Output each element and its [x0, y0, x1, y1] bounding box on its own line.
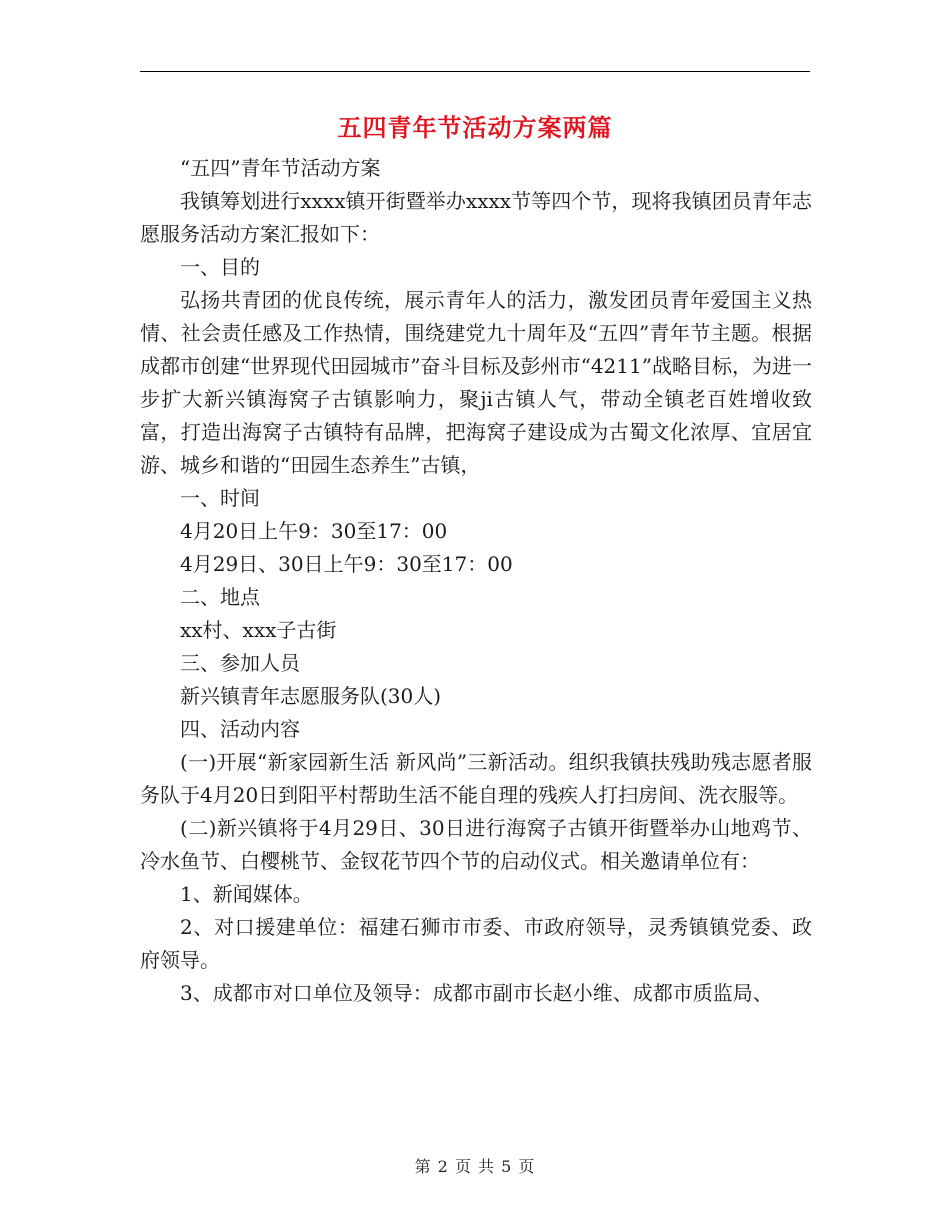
page-number: 第 2 页 共 5 页	[414, 1157, 536, 1176]
header-rule	[140, 71, 810, 72]
section-heading: 三、参加人员	[180, 651, 300, 675]
section-heading: 四、活动内容	[180, 717, 300, 741]
paragraph: 2、对口援建单位：福建石狮市市委、市政府领导，灵秀镇镇党委、政府领导。	[140, 915, 812, 972]
paragraph: (二)新兴镇将于4月29日、30日进行海窝子古镇开街暨举办山地鸡节、冷水鱼节、白樱桃节、金钗花节四个节的启动仪式。相关邀请单位有：	[140, 816, 812, 873]
section-heading: 二、地点	[180, 585, 260, 609]
section-heading: 一、时间	[180, 486, 260, 510]
document-title: 五四青年节活动方案两篇	[337, 113, 613, 142]
paragraph: 4月20日上午9：30至17：00	[180, 519, 448, 543]
paragraph: 新兴镇青年志愿服务队(30人)	[180, 684, 442, 708]
paragraph: 弘扬共青团的优良传统，展示青年人的活力，激发团员青年爱国主义热情、社会责任感及工作热情，围绕建党九十周年及“五四”青年节主题。根据成都市创建“世界现代田园城市”奋斗目标及彭州市“4211”战略目标，为进一步扩大新兴镇海窝子古镇影响力，聚ji古镇人气，带动全镇老百姓增收致富，打造出海窝子古镇特有品牌，把海窝子建设成为古蜀文化浓厚、宜居宜游、城乡和谐的“田园生态养生”古镇，	[140, 288, 812, 477]
paragraph: 4月29日、30日上午9：30至17：00	[180, 552, 513, 576]
document-body	[140, 152, 812, 1010]
paragraph: 我镇筹划进行xxxx镇开街暨举办xxxx节等四个节，现将我镇团员青年志愿服务活动方案汇报如下：	[140, 189, 812, 246]
paragraph: (一)开展“新家园新生活 新风尚”三新活动。组织我镇扶残助残志愿者服务队于4月20日到阳平村帮助生活不能自理的残疾人打扫房间、洗衣服等。	[140, 750, 812, 807]
paragraph: xx村、xxx子古街	[180, 618, 337, 642]
paragraph: 3、成都市对口单位及领导：成都市副市长赵小维、成都市质监局、	[180, 981, 773, 1005]
paragraph: 1、新闻媒体。	[180, 882, 313, 906]
section-heading: 一、目的	[180, 255, 260, 279]
paragraph: “五四”青年节活动方案	[180, 156, 381, 180]
